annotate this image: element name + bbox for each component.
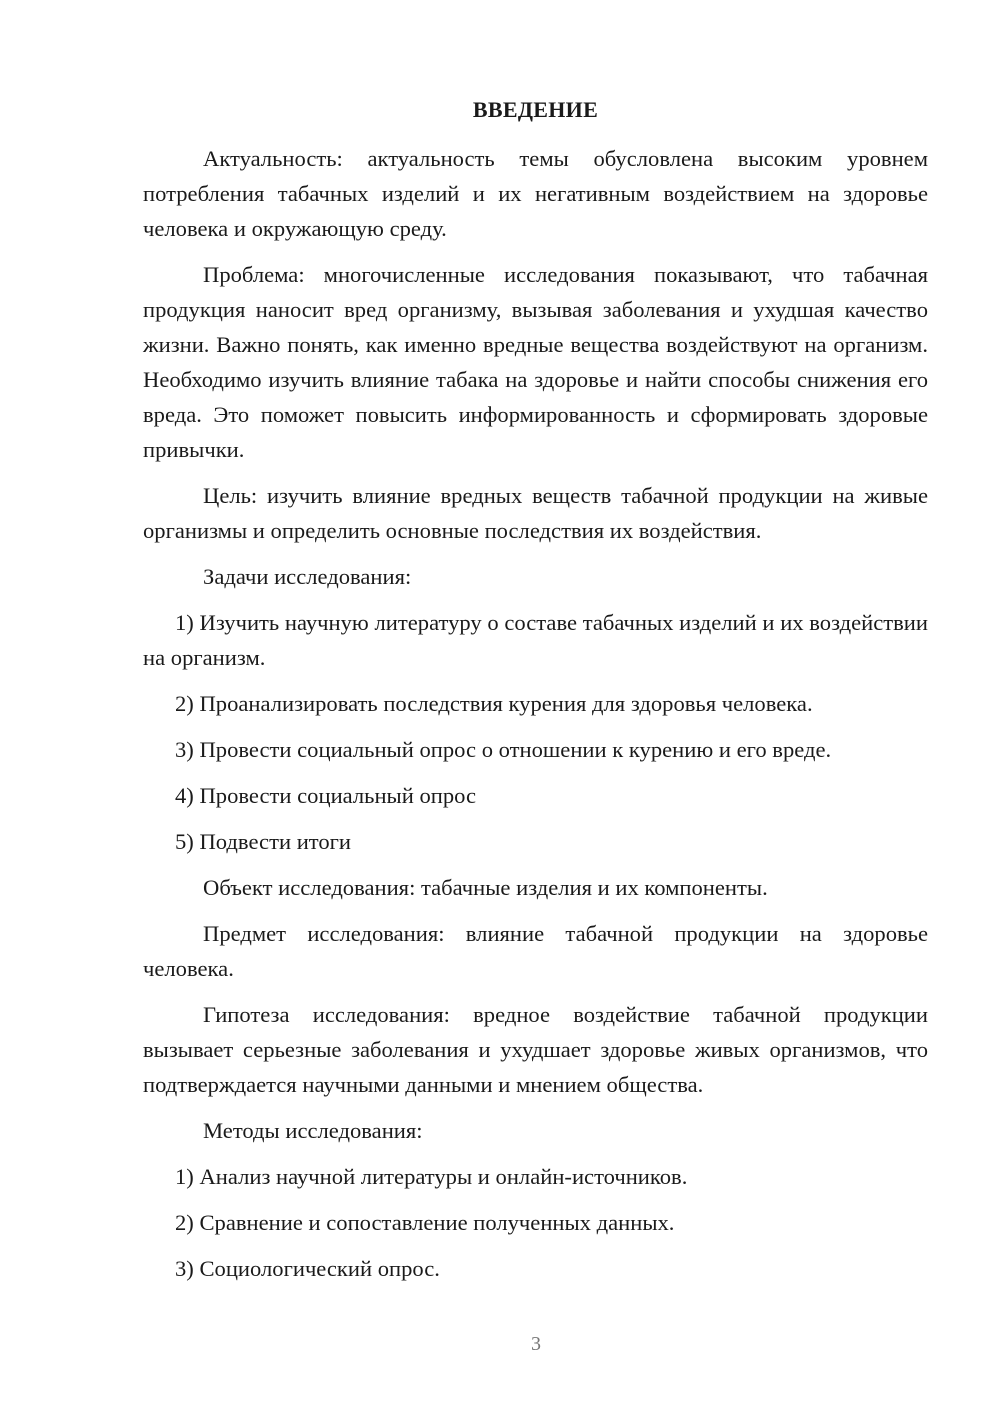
method-item: 2) Сравнение и сопоставление полученных данных. — [175, 1210, 675, 1235]
subject-paragraph: Предмет исследования: влияние табачной продукции на здоровье человека. — [143, 921, 928, 981]
tasks-header: Задачи исследования: — [203, 564, 412, 589]
hypothesis-paragraph: Гипотеза исследования: вредное воздействие табачной продукции вызывает серьезные заболевания и ухудшает здоровье живых организмов, что подтверждается научными данными и мнением общества. — [143, 1002, 928, 1097]
document-page — [143, 92, 928, 1297]
method-item: 1) Анализ научной литературы и онлайн-источников. — [175, 1164, 688, 1189]
task-item: 2) Проанализировать последствия курения для здоровья человека. — [175, 691, 813, 716]
goal-paragraph: Цель: изучить влияние вредных веществ табачной продукции на живые организмы и определить основные последствия их воздействия. — [143, 483, 928, 543]
relevance-paragraph: Актуальность: актуальность темы обусловлена высоким уровнем потребления табачных изделий и их негативным воздействием на здоровье человека и окружающую среду. — [143, 146, 928, 241]
methods-header: Методы исследования: — [203, 1118, 423, 1143]
problem-paragraph: Проблема: многочисленные исследования показывают, что табачная продукция наносит вред организму, вызывая заболевания и ухудшая качество жизни. Важно понять, как именно вредные вещества воздействуют на организм. Необходимо изучить влияние табака на здоровье и найти способы снижения его вреда. Это поможет повысить информированность и сформировать здоровые привычки. — [143, 262, 928, 462]
section-title: ВВЕДЕНИЕ — [472, 97, 599, 122]
task-item: 3) Провести социальный опрос о отношении к курению и его вреде. — [175, 737, 832, 762]
task-item: 5) Подвести итоги — [175, 829, 352, 854]
object-paragraph: Объект исследования: табачные изделия и их компоненты. — [203, 875, 768, 900]
task-item: 4) Провести социальный опрос — [175, 783, 477, 808]
task-item: 1) Изучить научную литературу о составе табачных изделий и их воздействии на организм. — [143, 610, 928, 670]
method-item: 3) Социологический опрос. — [175, 1256, 440, 1281]
page-number: 3 — [531, 1333, 541, 1355]
